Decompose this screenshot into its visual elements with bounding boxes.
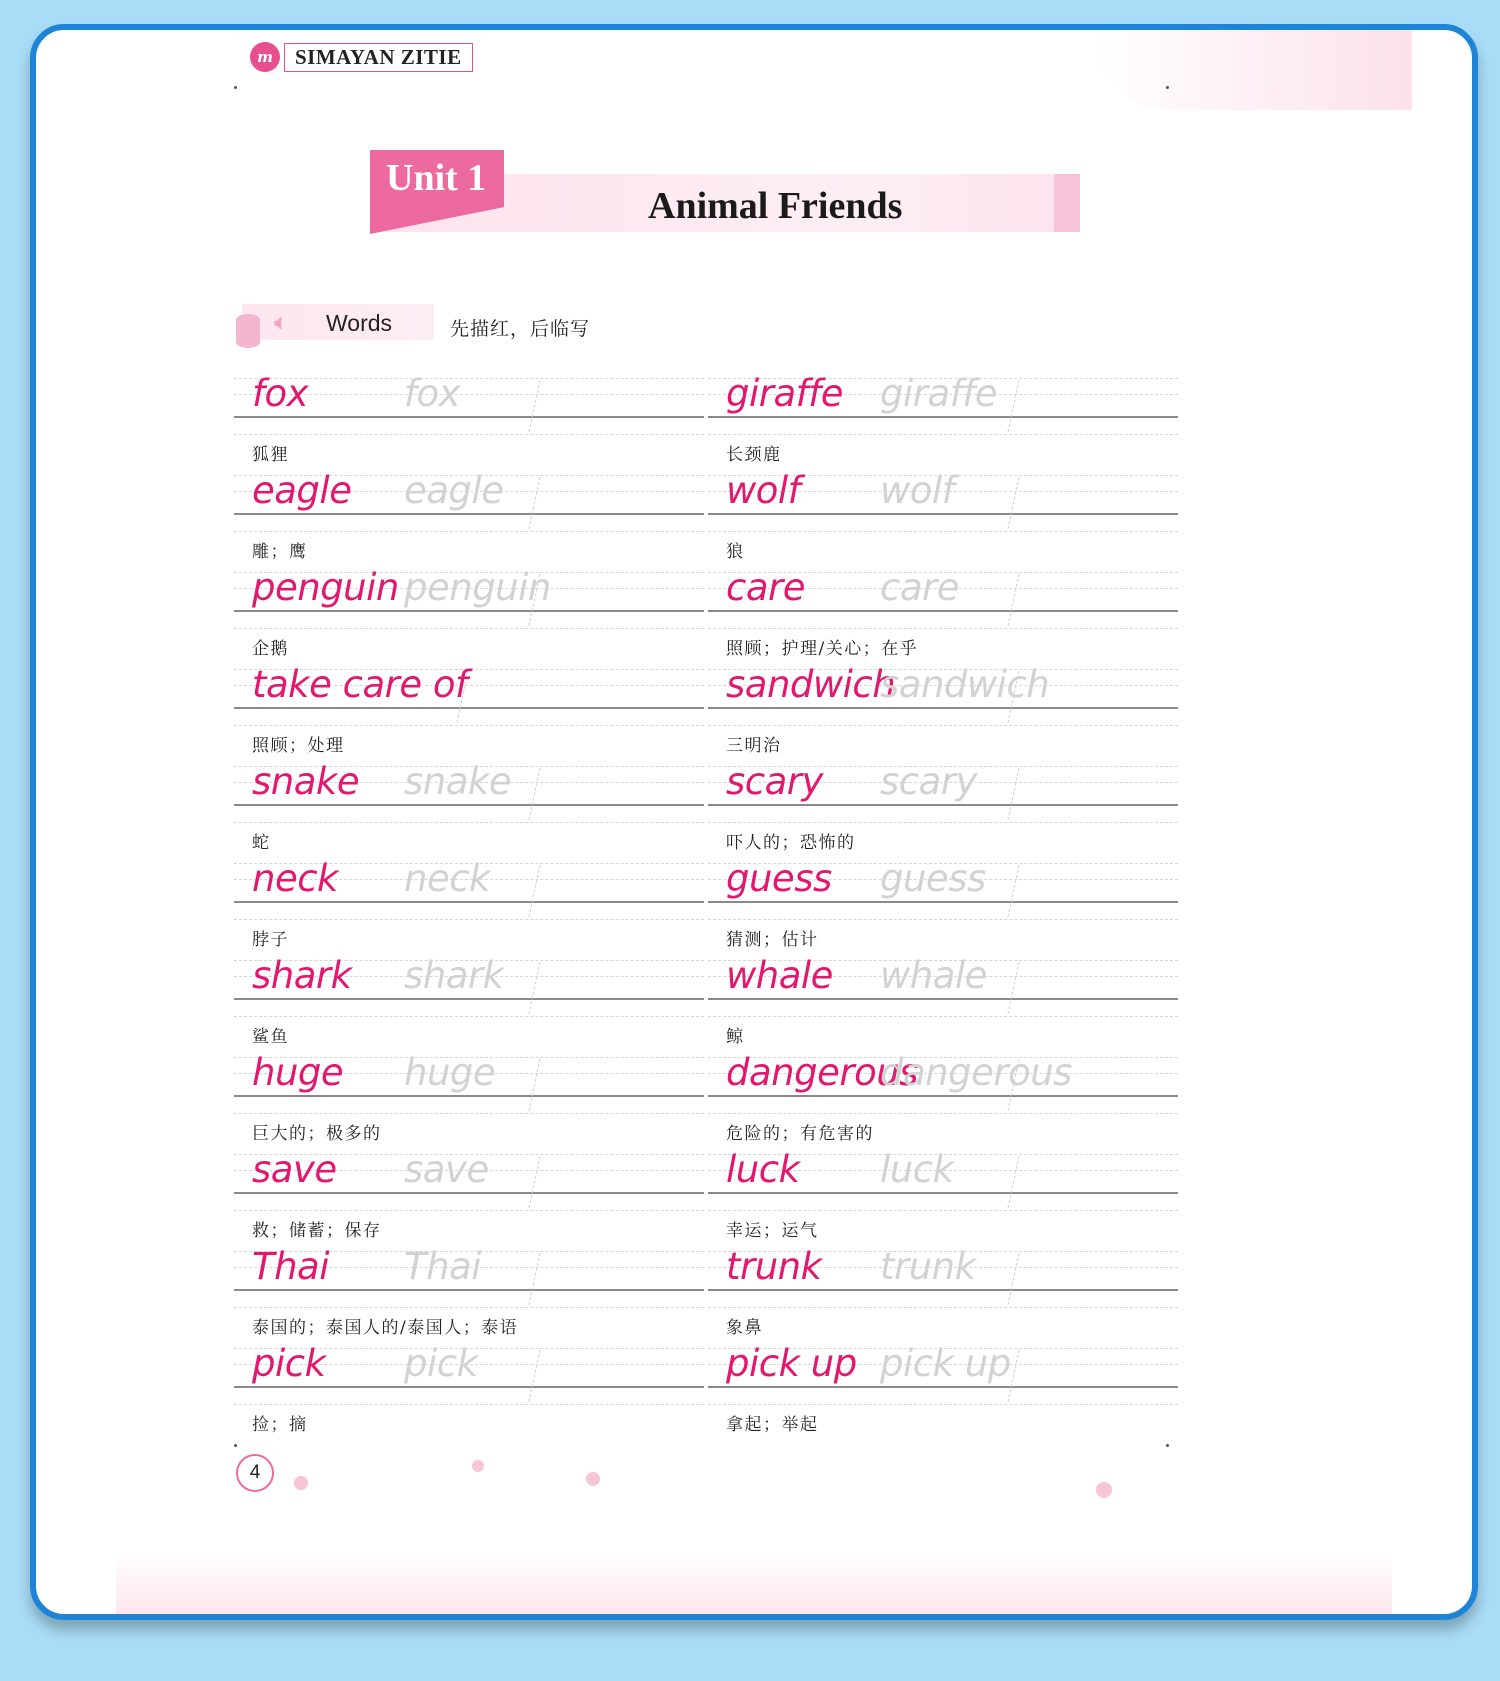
- word-trace: whale: [880, 954, 987, 997]
- word-model: dangerous: [726, 1051, 918, 1094]
- word-trace: save: [404, 1148, 489, 1191]
- ruling-line: [234, 434, 704, 435]
- word-model: pick up: [726, 1342, 857, 1385]
- writing-divider: [1007, 380, 1019, 432]
- word-model: neck: [252, 857, 338, 900]
- ruling-line: [234, 822, 704, 823]
- word-model: snake: [252, 760, 360, 803]
- word-meaning: 泰国的；泰国人的/泰国人；泰语: [252, 1318, 519, 1338]
- writing-divider: [1007, 1253, 1019, 1305]
- word-trace: shark: [404, 954, 504, 997]
- word-entry: [708, 954, 1178, 1064]
- word-entry: [708, 760, 1178, 870]
- ruling-line: [234, 1192, 704, 1194]
- word-model: giraffe: [726, 372, 843, 415]
- word-meaning: 象鼻: [726, 1318, 763, 1338]
- word-trace: luck: [880, 1148, 954, 1191]
- ruling-line: [234, 998, 704, 1000]
- word-trace: sandwich: [880, 663, 1050, 706]
- word-model: eagle: [252, 469, 352, 512]
- ruling-line: [234, 725, 704, 726]
- ruling-line: [708, 804, 1178, 806]
- ruling-line: [234, 919, 704, 920]
- word-entry: [708, 663, 1178, 773]
- decor-dot: [472, 1460, 484, 1472]
- page-frame: [30, 24, 1478, 1620]
- ruling-line: [234, 513, 704, 515]
- ruling-line: [234, 1016, 704, 1017]
- word-entry: [234, 954, 704, 1064]
- ruling-line: [234, 1113, 704, 1114]
- word-entry: [708, 372, 1178, 482]
- brand-logo-icon: m: [250, 42, 280, 72]
- writing-divider: [528, 380, 540, 432]
- word-trace: wolf: [880, 469, 955, 512]
- ruling-line: [708, 1192, 1178, 1194]
- ruling-line: [708, 1016, 1178, 1017]
- word-model: sandwich: [726, 663, 896, 706]
- tab-cylinder-decoration: [236, 314, 260, 348]
- corner-mark: [1166, 86, 1169, 89]
- writing-divider: [528, 477, 540, 529]
- writing-divider: [528, 1253, 540, 1305]
- word-trace: snake: [404, 760, 512, 803]
- word-model: penguin: [252, 566, 399, 609]
- ruling-line: [234, 707, 704, 709]
- word-entry: [234, 760, 704, 870]
- word-meaning: 幸运；运气: [726, 1221, 819, 1241]
- word-meaning: 猜测；估计: [726, 930, 819, 950]
- word-trace: giraffe: [880, 372, 997, 415]
- word-entry: [234, 1148, 704, 1258]
- ruling-line: [708, 628, 1178, 629]
- word-entry: [708, 1148, 1178, 1258]
- word-trace: neck: [404, 857, 490, 900]
- word-trace: fox: [404, 372, 461, 415]
- word-meaning: 危险的；有危害的: [726, 1124, 874, 1144]
- ruling-line: [234, 1386, 704, 1388]
- ruling-line: [708, 1386, 1178, 1388]
- word-model: save: [252, 1148, 337, 1191]
- word-meaning: 企鹅: [252, 639, 289, 659]
- speaker-icon: 🔈︎: [274, 308, 289, 336]
- ruling-line: [234, 531, 704, 532]
- word-model: pick: [252, 1342, 326, 1385]
- writing-divider: [528, 962, 540, 1014]
- writing-divider: [1007, 962, 1019, 1014]
- word-model: guess: [726, 857, 832, 900]
- word-model: huge: [252, 1051, 344, 1094]
- ruling-line: [234, 1289, 704, 1291]
- ruling-line: [234, 1210, 704, 1211]
- word-trace: dangerous: [880, 1051, 1072, 1094]
- writing-divider: [1007, 768, 1019, 820]
- ruling-line: [234, 1404, 704, 1405]
- ruling-line: [234, 804, 704, 806]
- decor-dot: [294, 1476, 308, 1490]
- ruling-line: [234, 416, 704, 418]
- word-trace: huge: [404, 1051, 496, 1094]
- instruction-text: 先描红，后临写: [450, 318, 591, 340]
- word-entry: [708, 1245, 1178, 1355]
- word-model: wolf: [726, 469, 801, 512]
- ruling-line: [708, 434, 1178, 435]
- word-meaning: 狼: [726, 542, 745, 562]
- word-entry: [708, 469, 1178, 579]
- words-label: Words: [326, 310, 393, 336]
- ruling-line: [708, 1289, 1178, 1291]
- ruling-line: [234, 628, 704, 629]
- word-entry: [234, 372, 704, 482]
- word-model: shark: [252, 954, 352, 997]
- word-trace: Thai: [404, 1245, 482, 1288]
- ruling-line: [708, 1404, 1178, 1405]
- word-entry: [234, 566, 704, 676]
- ruling-line: [708, 919, 1178, 920]
- word-trace: pick: [404, 1342, 478, 1385]
- ruling-line: [708, 610, 1178, 612]
- word-meaning: 照顾；护理/关心；在乎: [726, 639, 919, 659]
- ruling-line: [708, 725, 1178, 726]
- ruling-line: [708, 1095, 1178, 1097]
- ruling-line: [708, 531, 1178, 532]
- writing-divider: [1007, 865, 1019, 917]
- word-trace: pick up: [880, 1342, 1011, 1385]
- writing-divider: [528, 1156, 540, 1208]
- decor-dot: [586, 1472, 600, 1486]
- word-meaning: 巨大的；极多的: [252, 1124, 382, 1144]
- word-model: fox: [252, 372, 309, 415]
- ruling-line: [708, 1210, 1178, 1211]
- word-model: luck: [726, 1148, 800, 1191]
- word-trace: penguin: [404, 566, 551, 609]
- word-meaning: 狐狸: [252, 445, 289, 465]
- word-meaning: 脖子: [252, 930, 289, 950]
- word-model: scary: [726, 760, 823, 803]
- word-entry: [234, 1051, 704, 1161]
- word-entry: [234, 663, 704, 773]
- word-trace: care: [880, 566, 959, 609]
- ruling-line: [708, 416, 1178, 418]
- word-meaning: 鲸: [726, 1027, 745, 1047]
- ruling-line: [708, 1113, 1178, 1114]
- word-entry: [708, 1342, 1178, 1452]
- word-meaning: 吓人的；恐怖的: [726, 833, 856, 853]
- word-meaning: 照顾；处理: [252, 736, 345, 756]
- word-entry: [234, 469, 704, 579]
- word-meaning: 鲨鱼: [252, 1027, 289, 1047]
- word-meaning: 拿起；举起: [726, 1415, 819, 1435]
- page-number: 4: [236, 1454, 274, 1492]
- writing-divider: [528, 768, 540, 820]
- ruling-line: [234, 1307, 704, 1308]
- ruling-line: [708, 822, 1178, 823]
- word-model: whale: [726, 954, 833, 997]
- word-meaning: 三明治: [726, 736, 782, 756]
- ruling-line: [708, 998, 1178, 1000]
- word-trace: trunk: [880, 1245, 976, 1288]
- unit-label: Unit 1: [386, 157, 487, 199]
- brand-header: [250, 41, 473, 73]
- bottom-decoration: [116, 1554, 1392, 1614]
- ruling-line: [234, 901, 704, 903]
- corner-mark: [234, 86, 237, 89]
- writing-divider: [528, 865, 540, 917]
- word-meaning: 蛇: [252, 833, 271, 853]
- ruling-line: [708, 901, 1178, 903]
- word-trace: guess: [880, 857, 986, 900]
- word-trace: eagle: [404, 469, 504, 512]
- writing-divider: [528, 1059, 540, 1111]
- banner-end-stripe: [1054, 174, 1080, 232]
- word-entry: [234, 857, 704, 967]
- ruling-line: [708, 513, 1178, 515]
- word-entry: [234, 1342, 704, 1452]
- ruling-line: [708, 1307, 1178, 1308]
- word-meaning: 救；储蓄；保存: [252, 1221, 382, 1241]
- word-meaning: 捡；摘: [252, 1415, 308, 1435]
- ruling-line: [234, 1095, 704, 1097]
- word-model: take care of: [252, 663, 468, 706]
- word-model: trunk: [726, 1245, 822, 1288]
- word-model: care: [726, 566, 805, 609]
- ruling-line: [708, 707, 1178, 709]
- word-meaning: 长颈鹿: [726, 445, 782, 465]
- writing-divider: [1007, 477, 1019, 529]
- word-meaning: 雕；鹰: [252, 542, 308, 562]
- word-entry: [708, 566, 1178, 676]
- ruling-line: [234, 610, 704, 612]
- word-entry: [708, 1051, 1178, 1161]
- top-decoration: [1092, 30, 1412, 110]
- brand-name: SIMAYAN ZITIE: [284, 43, 473, 72]
- writing-divider: [1007, 1156, 1019, 1208]
- decor-dot: [1096, 1482, 1112, 1498]
- word-entry: [708, 857, 1178, 967]
- unit-title: Animal Friends: [648, 185, 903, 227]
- word-entry: [234, 1245, 704, 1355]
- word-model: Thai: [252, 1245, 330, 1288]
- writing-divider: [528, 1350, 540, 1402]
- writing-divider: [1007, 574, 1019, 626]
- word-trace: scary: [880, 760, 977, 803]
